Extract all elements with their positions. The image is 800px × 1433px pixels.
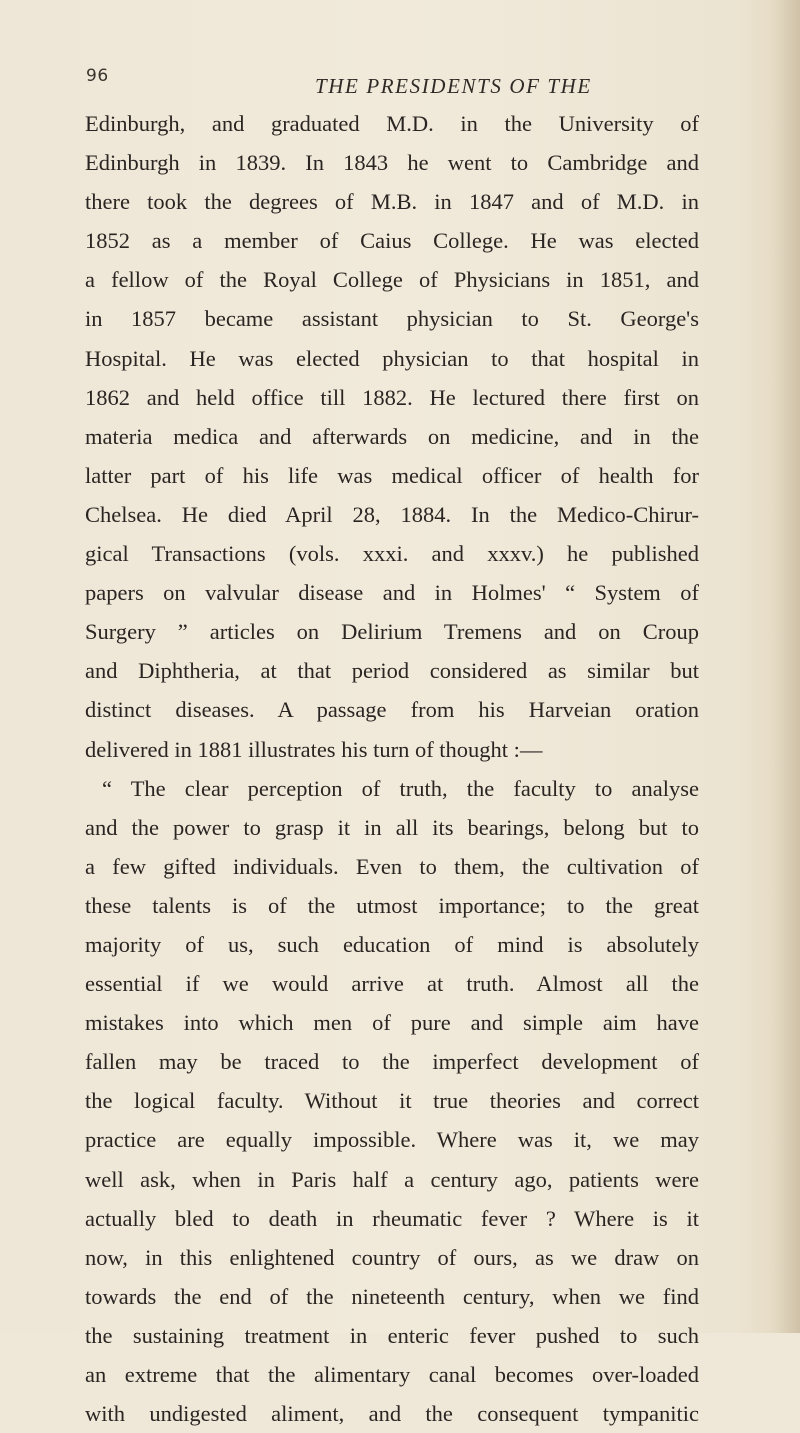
quote-line: an extreme that the alimentary canal becomes over-loaded bbox=[85, 1362, 699, 1387]
text-line: materia medica and afterwards on medicine, and in the bbox=[85, 423, 699, 449]
quote-line: and the power to grasp it in all its bearings, belong but to bbox=[85, 814, 699, 840]
page-edge-shadow bbox=[772, 0, 800, 1333]
quote-line: a few gifted individuals. Even to them, the cultivation of bbox=[85, 853, 699, 879]
text-line: Edinburgh, and graduated M.D. in the University of bbox=[85, 111, 699, 136]
quote-line: well ask, when in Paris half a century ago, patients were bbox=[85, 1166, 699, 1192]
quote-line: with undigested aliment, and the consequent tympanitic bbox=[85, 1401, 699, 1427]
page-number: 96 bbox=[86, 66, 109, 86]
quote-line: mistakes into which men of pure and simple aim have bbox=[85, 1010, 699, 1036]
quote-line: the logical faculty. Without it true theories and correct bbox=[85, 1088, 699, 1114]
quote-line: “ The clear perception of truth, the faculty to analyse bbox=[102, 775, 699, 801]
text-line: a fellow of the Royal College of Physicians in 1851, and bbox=[85, 267, 699, 293]
text-line: Edinburgh in 1839. In 1843 he went to Cambridge and bbox=[85, 150, 699, 176]
text-line: gical Transactions (vols. xxxi. and xxxv.) he published bbox=[85, 541, 699, 567]
quote-line: the sustaining treatment in enteric fever pushed to such bbox=[85, 1322, 699, 1348]
text-line: and Diphtheria, at that period considered as similar but bbox=[85, 658, 699, 684]
running-head: THE PRESIDENTS OF THE bbox=[315, 74, 592, 98]
text-line: Hospital. He was elected physician to that hospital in bbox=[85, 345, 699, 371]
quote-line: essential if we would arrive at truth. Almost all the bbox=[85, 971, 699, 997]
text-line: Chelsea. He died April 28, 1884. In the Medico-Chirur- bbox=[85, 501, 699, 527]
text-line: Surgery ” articles on Delirium Tremens and on Croup bbox=[85, 619, 699, 645]
quote-line: actually bled to death in rheumatic fever ? Where is it bbox=[85, 1205, 699, 1231]
text-line: delivered in 1881 illustrates his turn of thought :— bbox=[85, 736, 543, 762]
quote-line: towards the end of the nineteenth century, when we find bbox=[85, 1283, 699, 1309]
text-line: distinct diseases. A passage from his Harveian oration bbox=[85, 697, 699, 723]
body-text bbox=[85, 104, 699, 1433]
text-line: papers on valvular disease and in Holmes' “ System of bbox=[85, 580, 699, 606]
quote-line: fallen may be traced to the imperfect development of bbox=[85, 1049, 699, 1075]
text-line: there took the degrees of M.B. in 1847 and of M.D. in bbox=[85, 189, 699, 215]
quote-line: these talents is of the utmost importance; to the great bbox=[85, 892, 699, 918]
text-line: latter part of his life was medical officer of health for bbox=[85, 462, 699, 488]
quote-line: now, in this enlightened country of ours, as we draw on bbox=[85, 1244, 699, 1270]
quote-line: majority of us, such education of mind is absolutely bbox=[85, 931, 699, 957]
text-line: 1852 as a member of Caius College. He was elected bbox=[85, 228, 699, 254]
text-line: in 1857 became assistant physician to St. George's bbox=[85, 306, 699, 332]
text-line: 1862 and held office till 1882. He lectured there first on bbox=[85, 384, 699, 410]
quote-line: practice are equally impossible. Where was it, we may bbox=[85, 1127, 699, 1153]
